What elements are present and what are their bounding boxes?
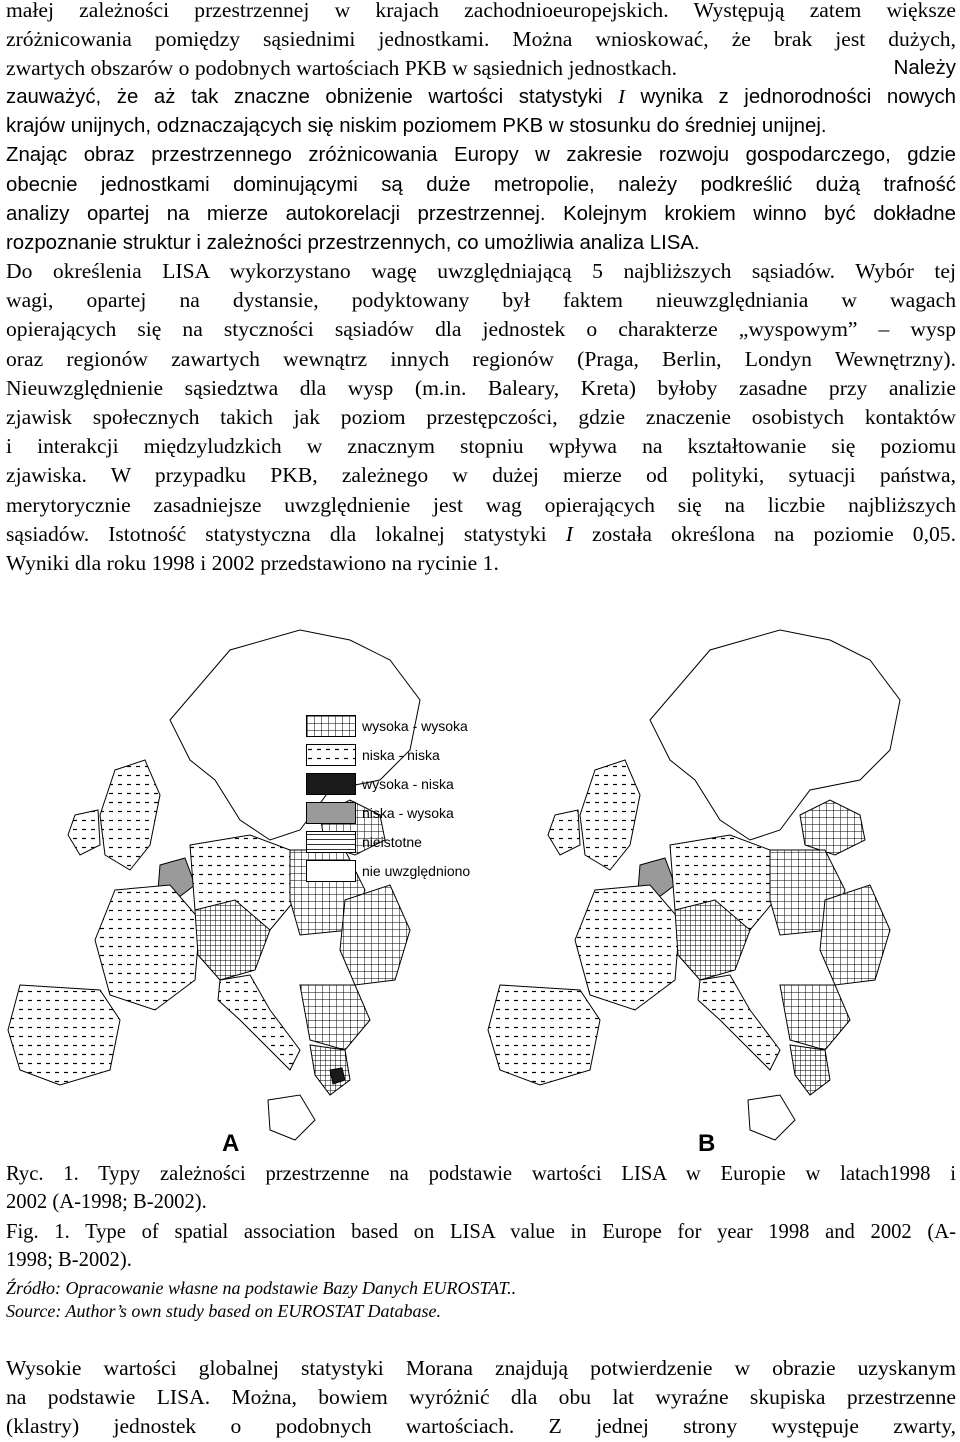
text-line: Wysokie wartości globalnej statystyki Morana znajdują potwierdzenie w obrazie uzyskanym <box>6 1356 956 1380</box>
text-line: analizy opartej na mierze autokorelacji przestrzennej. Kolejnym krokiem winno być dokładne <box>6 202 956 225</box>
swatch-black <box>306 773 356 795</box>
france-region <box>575 885 680 1010</box>
swatch-gray <box>306 802 356 824</box>
figure-caption-en <box>6 1218 956 1274</box>
balkans-region <box>300 985 370 1050</box>
uk-region <box>100 760 160 870</box>
text-line: małej zależności przestrzennej w krajach zachodnioeuropejskich. Występują zatem większe <box>6 0 956 22</box>
legend-item-low-high: niska - wysoka <box>306 801 486 825</box>
text-line: i interakcji międzyludzkich w znacznym stopniu wpływa na kształtowanie się poziomu <box>6 434 956 459</box>
italy-region <box>218 975 300 1070</box>
greece-region <box>790 1045 830 1095</box>
text-line: opierających się na styczności sąsiadów dla jednostek o charakterze „wyspowym” – wysp <box>6 317 956 342</box>
baltic-region <box>800 800 865 855</box>
ireland-region <box>68 810 100 855</box>
inset-islands-a <box>268 1095 315 1140</box>
text-line: Nieuwzględnienie sąsiedztwa dla wysp (m.in. Baleary, Kreta) byłoby zasadne przy analizie <box>6 375 956 400</box>
swatch-white <box>306 860 356 882</box>
figure-source-en: Source: Author’s own study based on EUROSTAT Database. <box>6 1301 441 1321</box>
text-line: krajów unijnych, odznaczających się niskim poziomem PKB w stosunku do średniej unijnej. <box>6 115 827 138</box>
iberia-region <box>8 985 120 1085</box>
text-line: Należy <box>893 57 956 79</box>
scandinavia-region <box>650 630 900 840</box>
text-line: zwartych obszarów o podobnych wartościach PKB w sąsiednich jednostkach. <box>6 56 678 80</box>
body-paragraph-sans <box>6 83 956 258</box>
body-paragraph-3 <box>6 1354 956 1442</box>
figure-caption-pl <box>6 1160 956 1216</box>
map-label-a: A <box>222 1130 240 1157</box>
iberia-region <box>488 985 600 1085</box>
east-region <box>340 885 410 985</box>
caption-line: 1998; B-2002). <box>6 1249 132 1271</box>
text-line: (klastry) jednostek o podobnych wartościach. Z jednej strony występuje zwarty, <box>6 1414 956 1439</box>
swatch-lines <box>306 831 356 853</box>
text-line: zauważyć, że aż tak znaczne obniżenie wartości statystyki I wynika z jednorodności nowych <box>6 86 956 108</box>
text-line: merytorycznie zasadniejsze uwzględnienie jest wag opierających się na liczbie najbliższych <box>6 492 956 517</box>
text-line: Wyniki dla roku 1998 i 2002 przedstawiono na rycinie 1. <box>6 551 499 576</box>
figure-source-pl: Źródło: Opracowanie własne na podstawie Bazy Danych EUROSTAT.. <box>6 1278 517 1298</box>
text-line: Do określenia LISA wykorzystano wagę uwzględniającą 5 najbliższych sąsiadów. Wybór tej <box>6 259 956 283</box>
text-line: zjawiska. W przypadku PKB, zależnego w dużej mierze od polityki, sytuacji państwa, <box>6 463 956 488</box>
ireland-region <box>548 810 580 855</box>
body-paragraph-1 <box>6 0 956 54</box>
caption-line: 2002 (A-1998; B-2002). <box>6 1191 207 1213</box>
legend-item-low-low: niska - niska <box>306 743 486 767</box>
body-paragraph-2 <box>6 257 956 578</box>
uk-region <box>580 760 640 870</box>
east-region <box>820 885 890 985</box>
text-line: sąsiadów. Istotność statystyczna dla lokalnej statystyki I została określona na poziomie 0,05. <box>6 521 956 546</box>
caption-line: Ryc. 1. Typy zależności przestrzenne na podstawie wartości LISA w Europie w latach1998 i <box>6 1163 956 1185</box>
text-line: obecnie jednostkami dominującymi są duże metropolie, należy podkreślić dużą trafność <box>6 173 956 196</box>
swatch-grid <box>306 715 356 737</box>
text-line: Znając obraz przestrzennego zróżnicowania Europy w zakresie rozwoju gospodarczego, gdzie <box>6 144 956 167</box>
legend-item-insignificant: nieistotne <box>306 830 486 854</box>
legend-item-high-low: wysoka - niska <box>306 772 486 796</box>
text-line: wagi, opartej na dystansie, podyktowany był faktem nieuwzględniania w wagach <box>6 288 956 313</box>
legend-item-high-high: wysoka - wysoka <box>306 714 486 738</box>
text-line: oraz regionów zawartych wewnątrz innych regionów (Praga, Berlin, Londyn Wewnętrzny). <box>6 346 956 371</box>
text-line: zjawisk społecznych takich jak poziom przestępczości, gdzie znaczenie osobistych kontaktów <box>6 405 956 430</box>
france-region <box>95 885 200 1010</box>
inset-islands-b <box>748 1095 795 1140</box>
swatch-dash <box>306 744 356 766</box>
map-legend <box>306 714 486 888</box>
map-b <box>488 630 900 1140</box>
body-mixed-line <box>6 54 956 83</box>
balkans-region <box>780 985 850 1050</box>
map-label-b: B <box>698 1130 716 1157</box>
legend-item-not-included: nie uwzględniono <box>306 859 486 883</box>
italy-region <box>698 975 780 1070</box>
caption-line: Fig. 1. Type of spatial association based on LISA value in Europe for year 1998 and 2002 (A- <box>6 1221 956 1243</box>
text-line: rozpoznanie struktur i zależności przestrzennych, co umożliwia analiza LISA. <box>6 232 700 255</box>
figure-lisa-maps <box>0 600 960 1160</box>
text-line: na podstawie LISA. Można, bowiem wyróżnić dla obu lat wyraźne skupiska przestrzenne <box>6 1385 956 1410</box>
text-line: zróżnicowania pomiędzy sąsiednimi jednostkami. Można wnioskować, że brak jest dużych, <box>6 27 956 52</box>
